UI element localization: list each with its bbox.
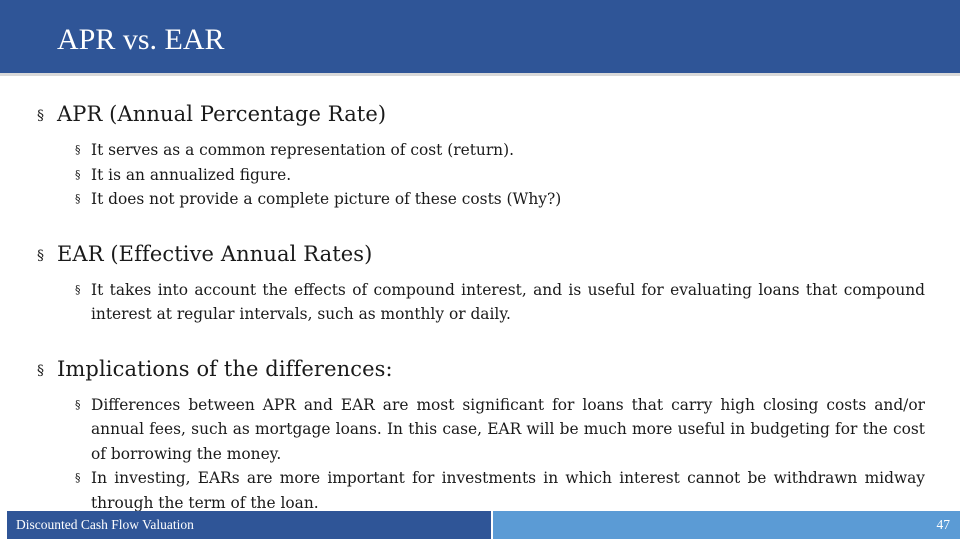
section-implications [37,356,925,516]
slide-title: APR vs. EAR [57,23,225,56]
bullet-icon: § [37,362,45,379]
section-heading: § APR (Annual Percentage Rate) [37,101,925,127]
bullet-icon: § [75,167,81,181]
list-item: § It is an annualized figure. [75,163,925,188]
slide-header [0,0,960,76]
bullet-icon: § [75,282,81,296]
bullet-icon: § [75,471,81,484]
list-item: § Differences between APR and EAR are most significant for loans that carry high closing costs and/or annual fees, such as mortgage loans. In this case, EAR will be much more useful in budgeting for the cost of borrowing the money. [75,393,925,467]
bullet-icon: § [75,397,81,411]
slide-body [37,101,925,544]
bullet-icon: § [37,247,45,264]
section-apr [37,101,925,212]
bullet-icon: § [37,108,45,124]
bullet-list [75,278,925,327]
list-item: § It serves as a common representation of cost (return). [75,138,925,163]
section-heading: § Implications of the differences: [37,356,925,382]
bullet-icon: § [75,143,81,156]
section-ear [37,241,925,327]
page-number: 47 [936,517,950,532]
bullet-list [75,393,925,516]
footer-page-bar [493,511,960,539]
footer-label-bar [7,511,491,539]
footer-label: Discounted Cash Flow Valuation [16,517,194,532]
section-heading: § EAR (Effective Annual Rates) [37,241,925,267]
bullet-icon: § [75,192,81,205]
list-item: § It takes into account the effects of compound interest, and is useful for evaluating loans that compound interest at regular intervals, such as monthly or daily. [75,278,925,327]
list-item: § In investing, EARs are more important for investments in which interest cannot be withdrawn midway through the term of the loan. [75,466,925,515]
slide-footer [0,509,960,540]
bullet-list [75,138,925,212]
list-item: § It does not provide a complete picture of these costs (Why?) [75,187,925,212]
